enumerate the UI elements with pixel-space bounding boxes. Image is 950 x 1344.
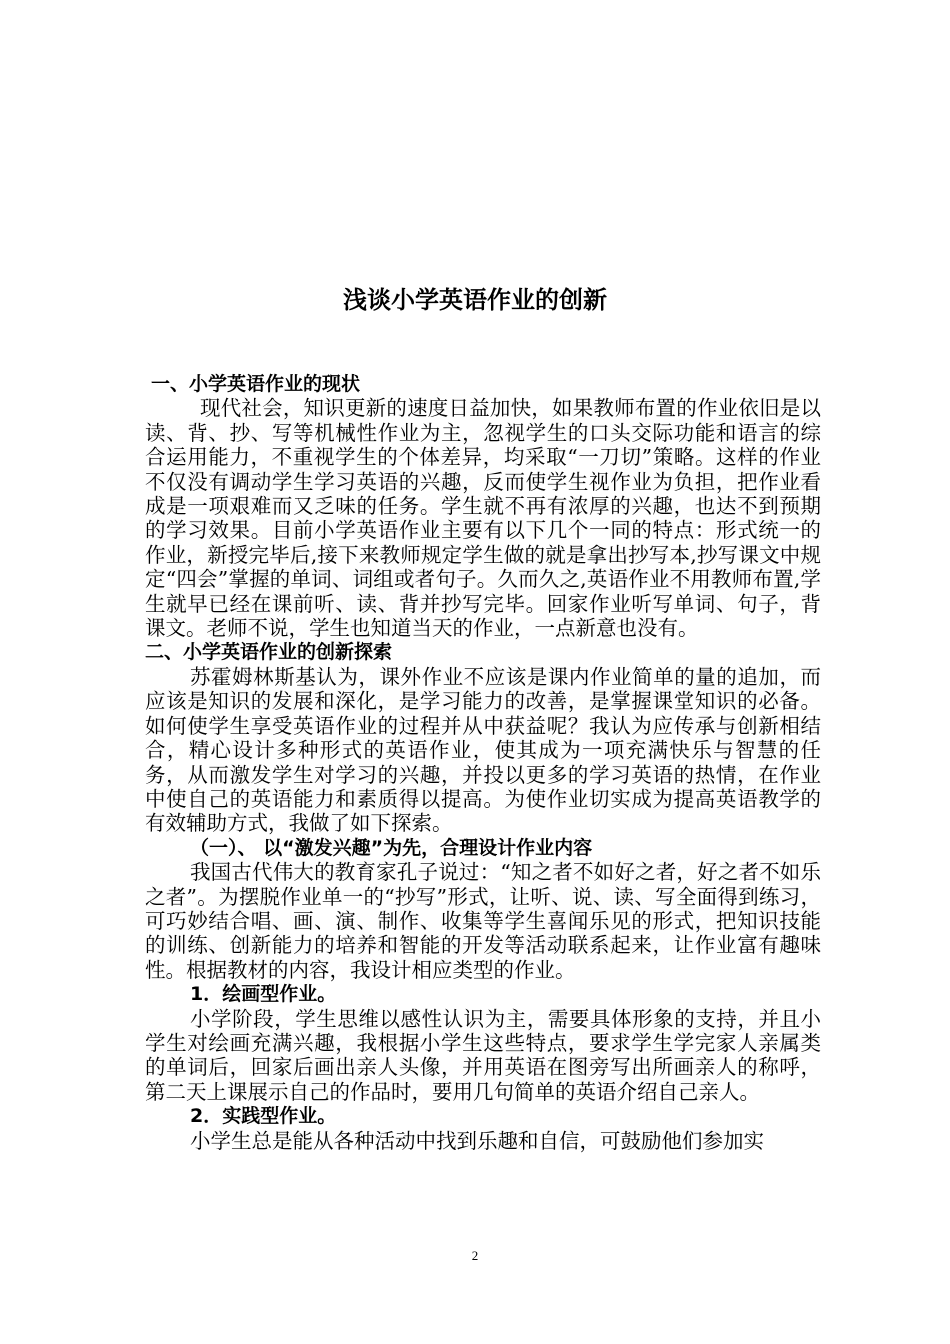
paragraph-drawing: 小学阶段，学生思维以感性认识为主，需要具体形象的支持，并且小学生对绘画充满兴趣，我根据小学生这些特点，要求学生学完家人亲属类的单词后，回家后画出亲人头像，并用英语在图旁写出所画亲人的称呼，第二天上课展示自己的作品时，要用几句简单的英语介绍自己亲人。 <box>145 1006 821 1104</box>
document-title: 浅谈小学英语作业的创新 <box>343 286 607 314</box>
document-body <box>145 372 821 1153</box>
page-number: 2 <box>471 1248 479 1263</box>
paragraph-innovation: 苏霍姆林斯基认为，课外作业不应该是课内作业简单的量的追加，而应该是知识的发展和深化，是学习能力的改善，是掌握课堂知识的必备。如何使学生享受英语作业的过程并从中获益呢？我认为应传承与创新相结合，精心设计多种形式的英语作业，使其成为一项充满快乐与智慧的任务，从而激发学生对学习的兴趣，并投以更多的学习英语的热情，在作业中使自己的英语能力和素质得以提高。为使作业切实成为提高英语教学的有效辅助方式，我做了如下探索。 <box>145 664 821 836</box>
subsection-heading-interest: （一）、 以“激发兴趣”为先，合理设计作业内容 <box>190 836 593 859</box>
item-heading-practice: 2．实践型作业。 <box>190 1105 337 1128</box>
section-heading-innovation: 二、小学英语作业的创新探索 <box>145 641 393 664</box>
section-heading-current-status: 一、小学英语作业的现状 <box>151 373 361 395</box>
item-heading-drawing: 1．绘画型作业。 <box>190 983 337 1006</box>
paragraph-interest: 我国古代伟大的教育家孔子说过：“知之者不如好之者，好之者不如乐之者”。为摆脱作业单一的“抄写”形式，让听、说、读、写全面得到练习，可巧妙结合唱、画、演、制作、收集等学生喜闻乐见的形式，把知识技能的训练、创新能力的培养和智能的开发等活动联系起来，让作业富有趣味性。根据教材的内容，我设计相应类型的作业。 <box>145 860 821 982</box>
paragraph-practice: 小学生总是能从各种活动中找到乐趣和自信，可鼓励他们参加实 <box>190 1128 764 1153</box>
paragraph-current-status: 现代社会，知识更新的速度日益加快，如果教师布置的作业依旧是以读、背、抄、写等机械性作业为主，忽视学生的口头交际功能和语言的综合运用能力，不重视学生的个体差异，均采取“一刀切”策略。这样的作业不仅没有调动学生学习英语的兴趣，反而使学生视作业为负担，把作业看成是一项艰难而又乏味的任务。学生就不再有浓厚的兴趣，也达不到预期的学习效果。目前小学英语作业主要有以下几个一同的特点：形式统一的作业，新授完毕后,接下来教师规定学生做的就是拿出抄写本,抄写课文中规定“四会”掌握的单词、词组或者句子。久而久之,英语作业不用教师布置,学生就早已经在课前听、读、背并抄写完毕。回家作业听写单词、句子，背课文。老师不说，学生也知道当天的作业，一点新意也没有。 <box>145 396 821 641</box>
